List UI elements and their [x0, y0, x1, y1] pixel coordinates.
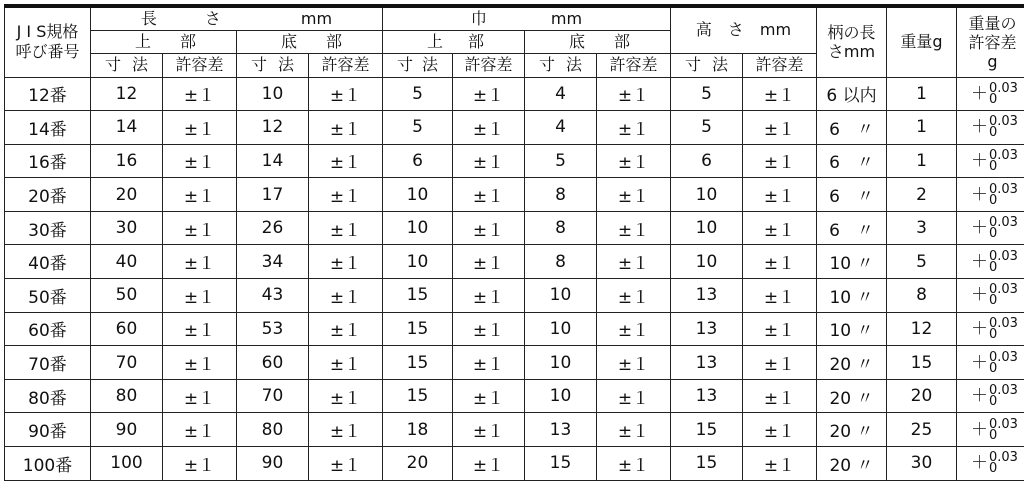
header-width: 巾 mm: [383, 6, 671, 30]
width-top-tol-cell: ±１: [453, 178, 525, 212]
length-top-tol-cell: ±１: [163, 111, 237, 145]
header-jis-number: J I S規格 呼び番号: [5, 6, 91, 77]
width-top-cell: 18: [383, 413, 453, 447]
width-bottom-cell: 8: [525, 211, 597, 245]
height-tol-cell: ±１: [743, 413, 817, 447]
height-cell: 15: [671, 447, 743, 481]
length-bottom-tol-cell: ±１: [309, 312, 383, 346]
handle-length-cell: 20 〃: [817, 346, 887, 380]
table-row: [5, 178, 1024, 212]
width-bottom-cell: 5: [525, 144, 597, 178]
weight-cell: 25: [887, 413, 957, 447]
table-row: [5, 211, 1024, 245]
length-top-tol-cell: ±１: [163, 178, 237, 212]
weight-cell: 12: [887, 312, 957, 346]
width-bottom-tol-cell: ±１: [597, 144, 671, 178]
length-top-cell: 30: [91, 211, 163, 245]
weight-tolerance-cell: ＋ 0.03 0: [957, 413, 1024, 447]
header-width-top: 上 部: [383, 30, 525, 53]
table-row: [5, 111, 1024, 145]
weight-cell: 8: [887, 279, 957, 313]
jis-number-cell: 20番: [5, 178, 91, 212]
length-top-cell: 80: [91, 379, 163, 413]
width-top-cell: 20: [383, 447, 453, 481]
handle-length-cell: 20 〃: [817, 413, 887, 447]
header-length-bottom: 底 部: [237, 30, 383, 53]
width-bottom-cell: 10: [525, 312, 597, 346]
table-row: [5, 279, 1024, 313]
weight-tolerance-cell: ＋ 0.03 0: [957, 144, 1024, 178]
weight-tolerance-cell: ＋ 0.03 0: [957, 279, 1024, 313]
length-bottom-cell: 17: [237, 178, 309, 212]
length-bottom-tol-cell: ±１: [309, 245, 383, 279]
width-top-cell: 5: [383, 77, 453, 111]
width-top-tol-cell: ±１: [453, 211, 525, 245]
width-top-tol-cell: ±１: [453, 312, 525, 346]
width-bottom-tol-cell: ±１: [597, 77, 671, 111]
weight-cell: 30: [887, 447, 957, 481]
header-width-bottom: 底 部: [525, 30, 671, 53]
weight-tolerance-cell: ＋ 0.03 0: [957, 312, 1024, 346]
width-bottom-cell: 4: [525, 111, 597, 145]
header-dim: 寸 法: [525, 53, 597, 77]
table-row: [5, 77, 1024, 111]
header-tol: 許容差: [743, 53, 817, 77]
weight-tolerance-cell: ＋ 0.03 0: [957, 77, 1024, 111]
jis-number-cell: 50番: [5, 279, 91, 313]
length-bottom-cell: 90: [237, 447, 309, 481]
weight-tolerance-cell: ＋ 0.03 0: [957, 178, 1024, 212]
jis-number-cell: 16番: [5, 144, 91, 178]
height-cell: 13: [671, 346, 743, 380]
handle-length-cell: 20 〃: [817, 379, 887, 413]
weight-cell: 3: [887, 211, 957, 245]
handle-length-cell: 10 〃: [817, 279, 887, 313]
header-height: 高 さ mm: [671, 6, 817, 53]
jis-number-cell: 60番: [5, 312, 91, 346]
length-bottom-cell: 10: [237, 77, 309, 111]
width-top-cell: 6: [383, 144, 453, 178]
header-tol: 許容差: [309, 53, 383, 77]
width-top-cell: 15: [383, 346, 453, 380]
width-top-tol-cell: ±１: [453, 413, 525, 447]
length-top-tol-cell: ±１: [163, 447, 237, 481]
width-bottom-cell: 4: [525, 77, 597, 111]
table-row: [5, 312, 1024, 346]
width-top-tol-cell: ±１: [453, 77, 525, 111]
handle-length-cell: 6 〃: [817, 144, 887, 178]
width-top-cell: 10: [383, 245, 453, 279]
width-bottom-cell: 8: [525, 178, 597, 212]
weight-cell: 1: [887, 77, 957, 111]
height-cell: 13: [671, 379, 743, 413]
header-tol: 許容差: [163, 53, 237, 77]
weight-tolerance-cell: ＋ 0.03 0: [957, 245, 1024, 279]
handle-length-cell: 10 〃: [817, 312, 887, 346]
height-cell: 5: [671, 77, 743, 111]
height-cell: 13: [671, 279, 743, 313]
height-cell: 5: [671, 111, 743, 145]
handle-length-cell: 6 〃: [817, 111, 887, 145]
width-top-tol-cell: ±１: [453, 447, 525, 481]
table-row: [5, 144, 1024, 178]
height-cell: 10: [671, 211, 743, 245]
table-row: [5, 379, 1024, 413]
length-top-cell: 12: [91, 77, 163, 111]
header-tol: 許容差: [453, 53, 525, 77]
jis-number-cell: 12番: [5, 77, 91, 111]
length-bottom-cell: 26: [237, 211, 309, 245]
height-cell: 6: [671, 144, 743, 178]
weight-tolerance-cell: ＋ 0.03 0: [957, 379, 1024, 413]
width-bottom-cell: 8: [525, 245, 597, 279]
jis-spec-table: [4, 4, 1024, 481]
width-top-cell: 15: [383, 379, 453, 413]
weight-cell: 5: [887, 245, 957, 279]
header-weight-tolerance: 重量の 許容差 g: [957, 6, 1024, 77]
header-dim: 寸 法: [91, 53, 163, 77]
length-top-cell: 16: [91, 144, 163, 178]
width-top-tol-cell: ±１: [453, 279, 525, 313]
width-top-tol-cell: ±１: [453, 144, 525, 178]
length-top-tol-cell: ±１: [163, 279, 237, 313]
header-dim: 寸 法: [671, 53, 743, 77]
length-bottom-tol-cell: ±１: [309, 144, 383, 178]
width-bottom-tol-cell: ±１: [597, 211, 671, 245]
width-bottom-tol-cell: ±１: [597, 413, 671, 447]
width-top-cell: 10: [383, 178, 453, 212]
length-top-tol-cell: ±１: [163, 346, 237, 380]
width-bottom-tol-cell: ±１: [597, 379, 671, 413]
width-bottom-cell: 10: [525, 279, 597, 313]
height-tol-cell: ±１: [743, 178, 817, 212]
length-top-tol-cell: ±１: [163, 77, 237, 111]
weight-tolerance-cell: ＋ 0.03 0: [957, 447, 1024, 481]
header-length-top: 上 部: [91, 30, 237, 53]
height-cell: 10: [671, 178, 743, 212]
width-bottom-cell: 13: [525, 413, 597, 447]
height-tol-cell: ±１: [743, 447, 817, 481]
table-row: [5, 346, 1024, 380]
table-row: [5, 413, 1024, 447]
weight-cell: 15: [887, 346, 957, 380]
length-top-tol-cell: ±１: [163, 379, 237, 413]
length-top-cell: 100: [91, 447, 163, 481]
header-weight: 重量g: [887, 6, 957, 77]
height-tol-cell: ±１: [743, 111, 817, 145]
header-length: 長 さ mm: [91, 6, 383, 30]
length-bottom-cell: 12: [237, 111, 309, 145]
width-top-tol-cell: ±１: [453, 379, 525, 413]
width-top-cell: 5: [383, 111, 453, 145]
jis-number-cell: 40番: [5, 245, 91, 279]
length-top-tol-cell: ±１: [163, 211, 237, 245]
table-row: [5, 245, 1024, 279]
length-bottom-cell: 53: [237, 312, 309, 346]
length-top-cell: 90: [91, 413, 163, 447]
width-bottom-tol-cell: ±１: [597, 346, 671, 380]
height-cell: 15: [671, 413, 743, 447]
height-cell: 13: [671, 312, 743, 346]
weight-tolerance-cell: ＋ 0.03 0: [957, 346, 1024, 380]
width-bottom-tol-cell: ±１: [597, 279, 671, 313]
jis-number-cell: 100番: [5, 447, 91, 481]
height-tol-cell: ±１: [743, 211, 817, 245]
width-top-tol-cell: ±１: [453, 245, 525, 279]
handle-length-cell: 10 〃: [817, 245, 887, 279]
width-bottom-cell: 10: [525, 346, 597, 380]
table-row: [5, 447, 1024, 481]
weight-cell: 1: [887, 111, 957, 145]
length-bottom-tol-cell: ±１: [309, 279, 383, 313]
header-tol: 許容差: [597, 53, 671, 77]
length-bottom-cell: 60: [237, 346, 309, 380]
header-handle-length: 柄の長 さmm: [817, 6, 887, 77]
handle-length-cell: 6 以内: [817, 77, 887, 111]
length-bottom-tol-cell: ±１: [309, 447, 383, 481]
length-top-cell: 14: [91, 111, 163, 145]
handle-length-cell: 6 〃: [817, 211, 887, 245]
length-top-tol-cell: ±１: [163, 144, 237, 178]
height-cell: 10: [671, 245, 743, 279]
length-top-cell: 70: [91, 346, 163, 380]
length-bottom-cell: 34: [237, 245, 309, 279]
width-top-tol-cell: ±１: [453, 346, 525, 380]
weight-cell: 1: [887, 144, 957, 178]
weight-tolerance-cell: ＋ 0.03 0: [957, 111, 1024, 145]
length-bottom-tol-cell: ±１: [309, 346, 383, 380]
length-bottom-tol-cell: ±１: [309, 211, 383, 245]
width-bottom-tol-cell: ±１: [597, 245, 671, 279]
length-top-tol-cell: ±１: [163, 312, 237, 346]
length-bottom-tol-cell: ±１: [309, 111, 383, 145]
width-bottom-tol-cell: ±１: [597, 178, 671, 212]
length-bottom-cell: 43: [237, 279, 309, 313]
jis-number-cell: 90番: [5, 413, 91, 447]
jis-number-cell: 30番: [5, 211, 91, 245]
length-bottom-cell: 70: [237, 379, 309, 413]
height-tol-cell: ±１: [743, 245, 817, 279]
weight-tolerance-cell: ＋ 0.03 0: [957, 211, 1024, 245]
jis-number-cell: 70番: [5, 346, 91, 380]
length-bottom-cell: 80: [237, 413, 309, 447]
length-top-cell: 20: [91, 178, 163, 212]
length-bottom-tol-cell: ±１: [309, 77, 383, 111]
header-dim: 寸 法: [383, 53, 453, 77]
height-tol-cell: ±１: [743, 77, 817, 111]
width-bottom-tol-cell: ±１: [597, 111, 671, 145]
length-bottom-tol-cell: ±１: [309, 413, 383, 447]
header-dim: 寸 法: [237, 53, 309, 77]
jis-number-cell: 14番: [5, 111, 91, 145]
jis-number-cell: 80番: [5, 379, 91, 413]
length-top-tol-cell: ±１: [163, 413, 237, 447]
height-tol-cell: ±１: [743, 379, 817, 413]
length-top-cell: 40: [91, 245, 163, 279]
handle-length-cell: 20 〃: [817, 447, 887, 481]
width-top-cell: 15: [383, 279, 453, 313]
width-top-cell: 10: [383, 211, 453, 245]
length-bottom-tol-cell: ±１: [309, 379, 383, 413]
weight-cell: 2: [887, 178, 957, 212]
height-tol-cell: ±１: [743, 346, 817, 380]
weight-cell: 20: [887, 379, 957, 413]
width-top-tol-cell: ±１: [453, 111, 525, 145]
length-bottom-cell: 14: [237, 144, 309, 178]
height-tol-cell: ±１: [743, 144, 817, 178]
width-top-cell: 15: [383, 312, 453, 346]
width-bottom-cell: 15: [525, 447, 597, 481]
handle-length-cell: 6 〃: [817, 178, 887, 212]
length-top-cell: 50: [91, 279, 163, 313]
length-top-tol-cell: ±１: [163, 245, 237, 279]
length-top-cell: 60: [91, 312, 163, 346]
length-bottom-tol-cell: ±１: [309, 178, 383, 212]
width-bottom-cell: 10: [525, 379, 597, 413]
height-tol-cell: ±１: [743, 312, 817, 346]
width-bottom-tol-cell: ±１: [597, 447, 671, 481]
width-bottom-tol-cell: ±１: [597, 312, 671, 346]
height-tol-cell: ±１: [743, 279, 817, 313]
